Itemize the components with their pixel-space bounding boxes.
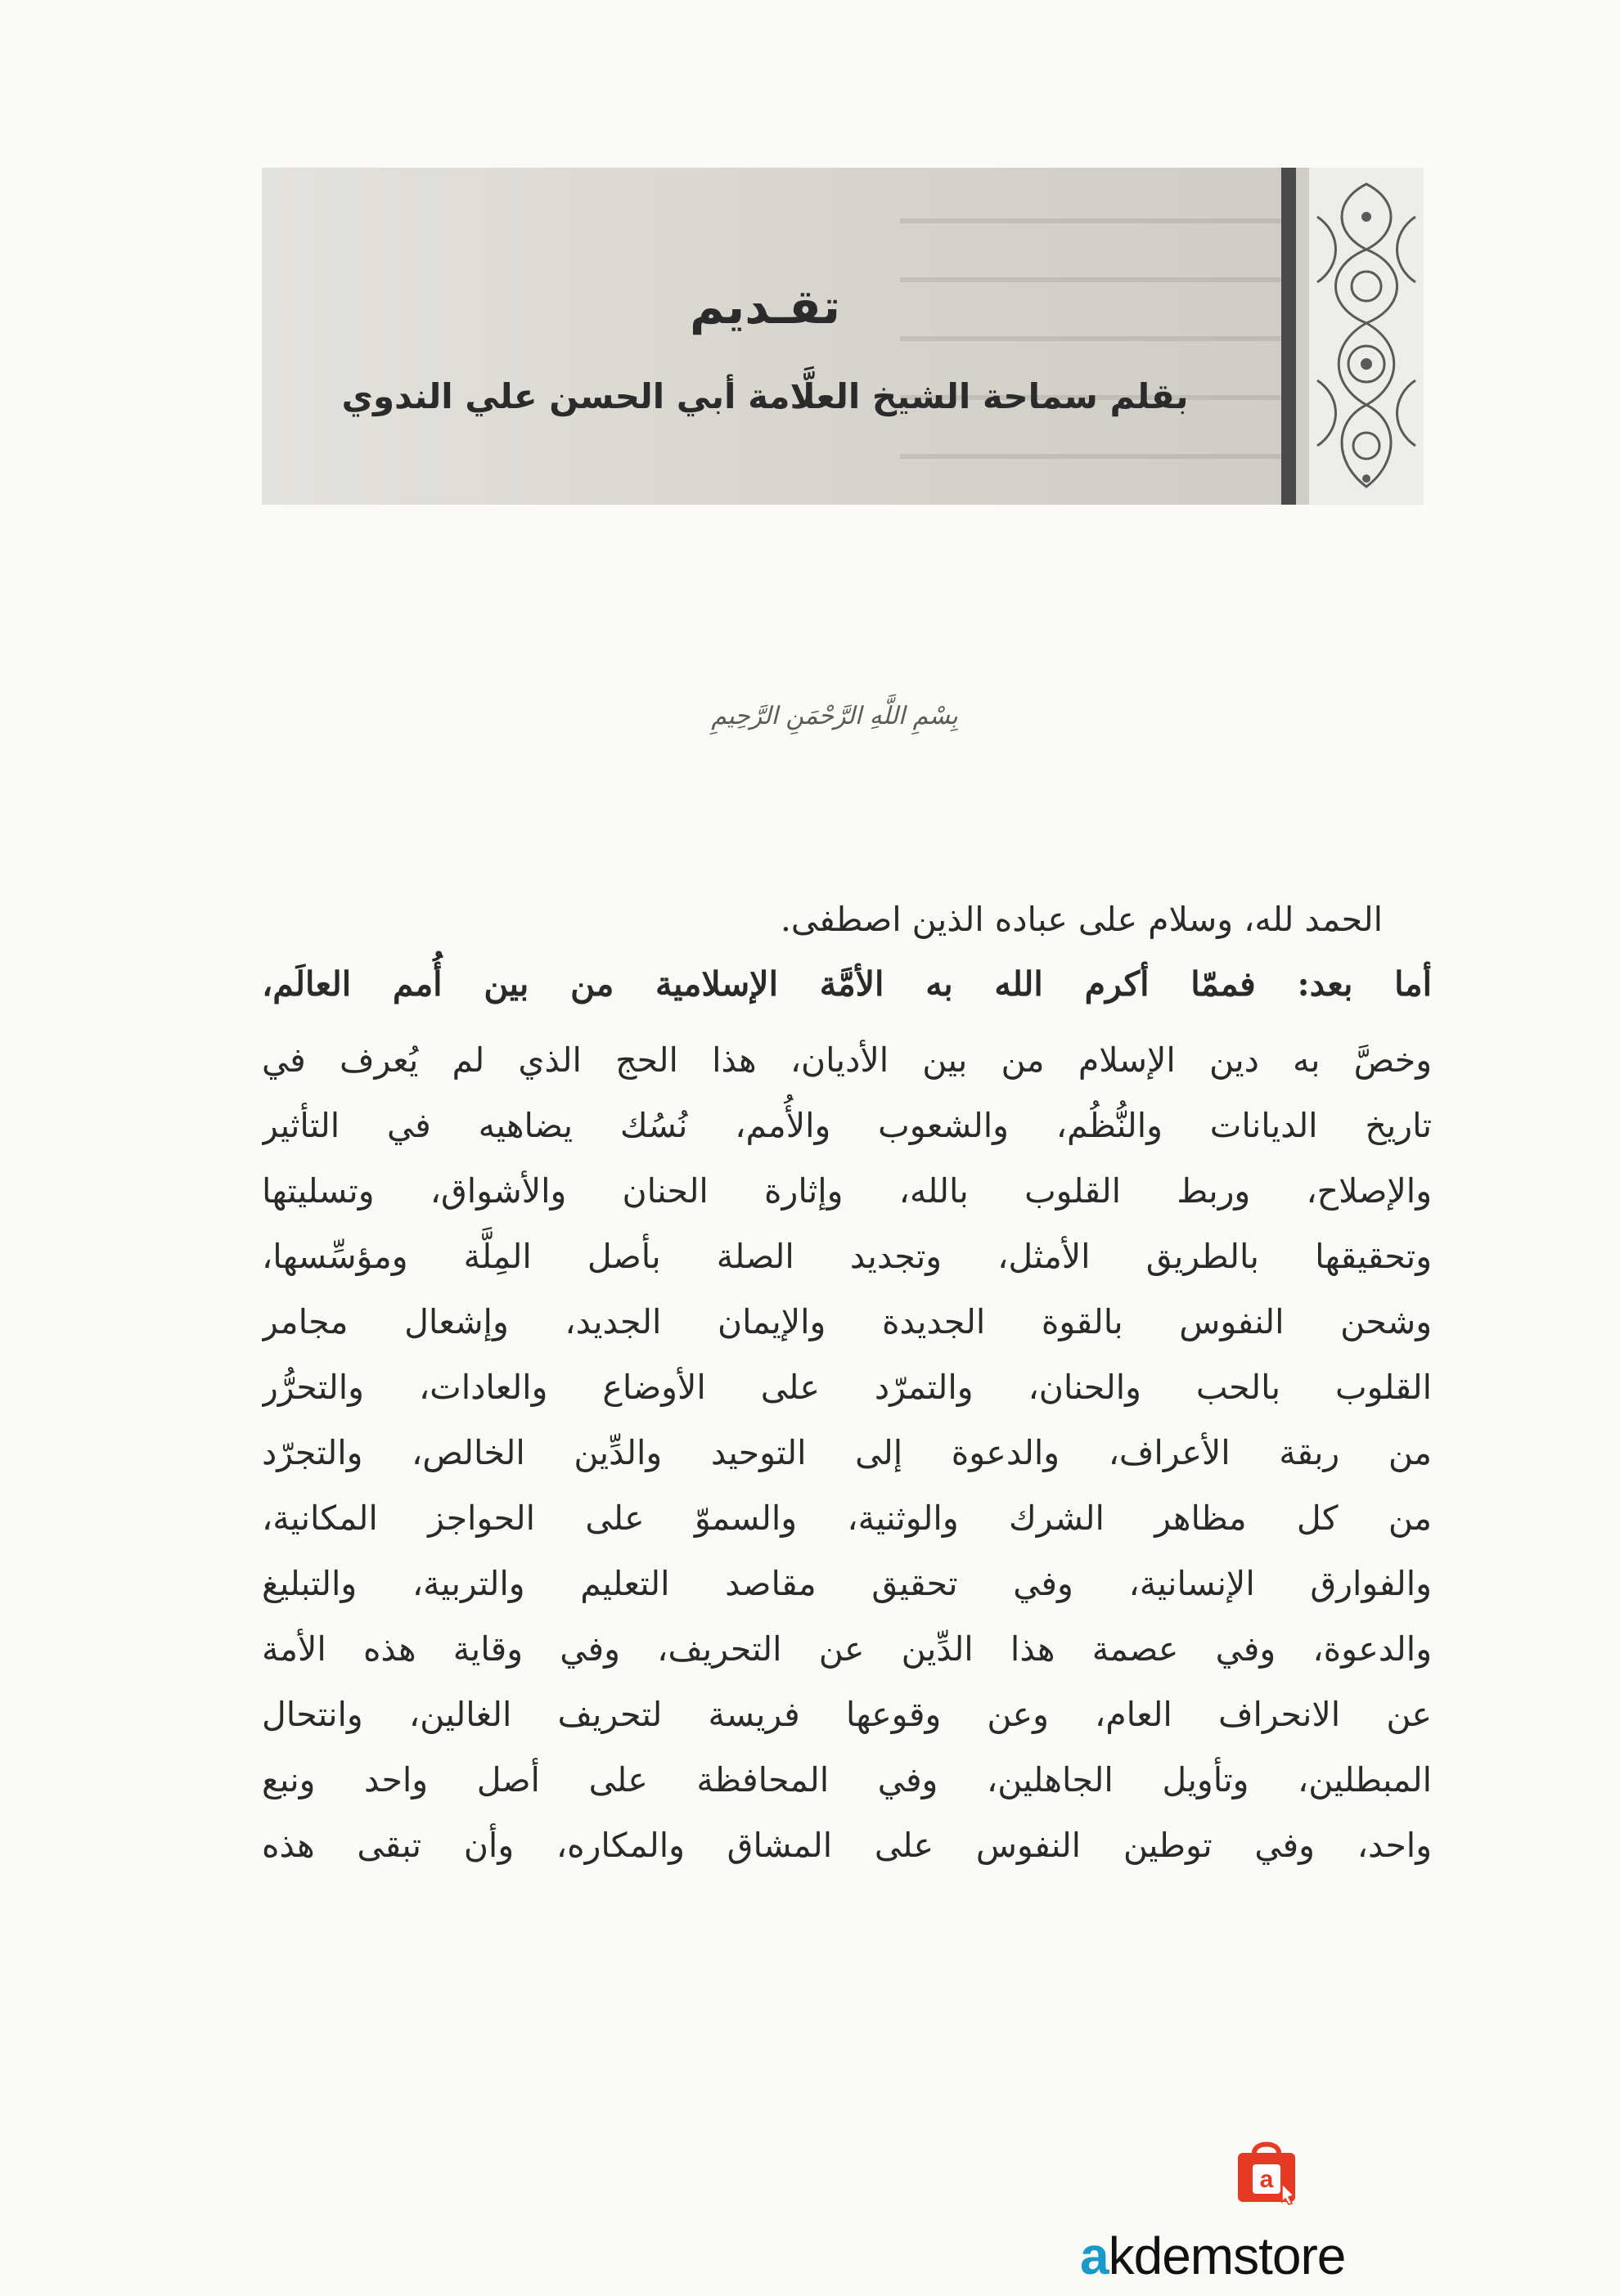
body-line: والإصلاح، وربط القلوب بالله، وإثارة الحنان والأشواق، وتسليتها	[262, 1171, 1432, 1211]
body-line: عن الانحراف العام، وعن وقوعها فريسة لتحريف الغالين، وانتحال	[262, 1695, 1432, 1734]
basmala-calligraphy: بِسْمِ اللَّهِ الرَّحْمَنِ الرَّحِيمِ	[711, 701, 958, 730]
page-subtitle: بقلم سماحة الشيخ العلَّامة أبي الحسن علي الندوي	[341, 376, 1189, 416]
header-divider-bar	[1281, 168, 1296, 505]
body-line: وخصَّ به دين الإسلام من بين الأديان، هذا الحج الذي لم يُعرف في	[262, 1040, 1432, 1080]
body-line: المبطلين، وتأويل الجاهلين، وفي المحافظة على أصل واحد ونبع	[262, 1760, 1432, 1800]
body-line: من كل مظاهر الشرك والوثنية، والسموّ على الحواجز المكانية،	[262, 1498, 1432, 1538]
body-line: وشحن النفوس بالقوة الجديدة والإيمان الجديد، وإشعال مجامر	[262, 1302, 1432, 1341]
body-line: الحمد لله، وسلام على عباده الذين اصطفى.	[780, 900, 1383, 939]
body-line: تاريخ الديانات والنُّظُم، والشعوب والأُمم، نُسُك يضاهيه في التأثير	[262, 1106, 1432, 1145]
logo-accent: a	[1080, 2226, 1109, 2285]
body-line: القلوب بالحب والحنان، والتمرّد على الأوضاع والعادات، والتحرُّر	[262, 1368, 1432, 1407]
body-line-lead: أما بعد: فممّا أكرم الله به الأمَّة الإسلامية من بين أُمم العالَم،	[262, 964, 1432, 1004]
body-line: من ربقة الأعراف، والدعوة إلى التوحيد والدِّين الخالص، والتجرّد	[262, 1433, 1432, 1472]
body-line: وتحقيقها بالطريق الأمثل، وتجديد الصلة بأصل المِلَّة ومؤسِّسها،	[262, 1237, 1432, 1276]
page-title: تقـديم	[689, 279, 841, 335]
logo-wordmark: kdemstore	[1108, 2226, 1346, 2285]
body-line: والدعوة، وفي عصمة هذا الدِّين عن التحريف، وفي وقاية هذه الأمة	[262, 1629, 1432, 1669]
shopping-bag-icon	[1231, 2135, 1302, 2205]
body-line: واحد، وفي توطين النفوس على المشاق والمكاره، وأن تبقى هذه	[262, 1826, 1432, 1865]
logo-icon-letter: a	[1259, 2166, 1274, 2193]
body-line	[262, 947, 1432, 1021]
store-logo-text	[1080, 2223, 1448, 2289]
body-text	[262, 892, 1432, 1878]
body-line: والفوارق الإنسانية، وفي تحقيق مقاصد التعليم والتربية، والتبليغ	[262, 1564, 1432, 1603]
arabesque-ornament-icon	[1309, 168, 1424, 505]
